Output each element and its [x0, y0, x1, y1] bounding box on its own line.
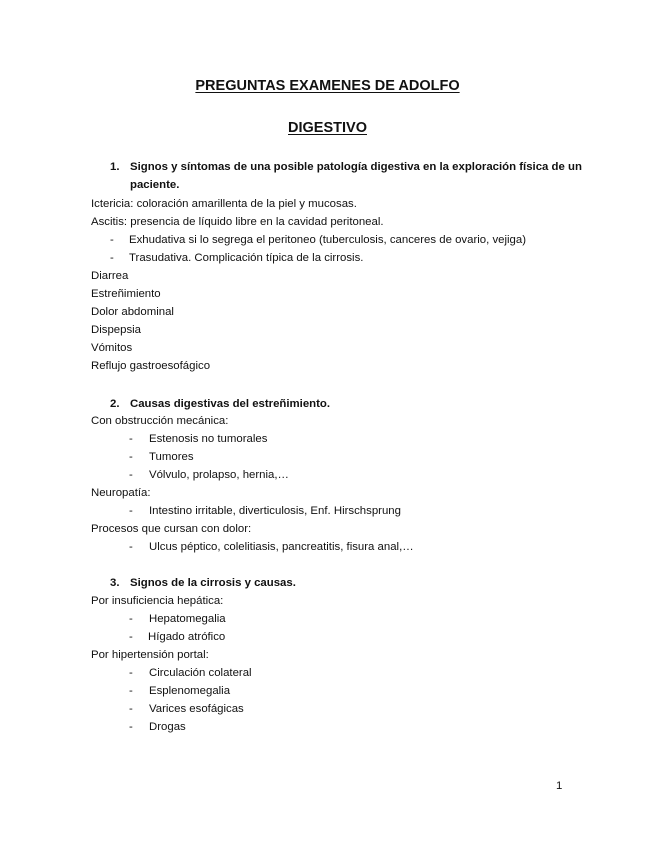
dash-bullet: -	[129, 451, 133, 463]
document-title: PREGUNTAS EXAMENES DE ADOLFO	[195, 78, 460, 94]
question-number: 1.	[110, 161, 120, 173]
list-item-text: Exhudativa si lo segrega el peritoneo (tuberculosis, canceres de ovario, vejiga)	[129, 234, 526, 246]
list-item-text: Hepatomegalia	[149, 613, 226, 625]
symptom-line: Estreñimiento	[91, 288, 161, 300]
category-line: Con obstrucción mecánica:	[91, 415, 229, 427]
category-line: Neuropatía:	[91, 487, 151, 499]
ictericia-line: Ictericia: coloración amarillenta de la piel y mucosas.	[91, 198, 357, 210]
dash-bullet: -	[129, 469, 133, 481]
dash-bullet: -	[129, 721, 133, 733]
list-item-text: Vólvulo, prolapso, hernia,…	[149, 469, 289, 481]
category-line: Por hipertensión portal:	[91, 649, 209, 661]
page-number: 1	[556, 780, 563, 792]
dash-bullet: -	[129, 685, 133, 697]
section-title: DIGESTIVO	[288, 120, 367, 136]
symptom-line: Dispepsia	[91, 324, 142, 336]
list-item-text: Circulación colateral	[149, 667, 252, 679]
list-item-text: Varices esofágicas	[149, 703, 244, 715]
question-2	[110, 395, 590, 413]
category-line: Procesos que cursan con dolor:	[91, 523, 252, 535]
question-3	[110, 574, 590, 592]
list-item-text: Intestino irritable, diverticulosis, Enf. Hirschsprung	[149, 505, 401, 517]
list-item-text: Tumores	[149, 451, 194, 463]
list-item-text: Trasudativa. Complicación típica de la cirrosis.	[129, 252, 364, 264]
list-item-text: Ulcus péptico, colelitiasis, pancreatitis, fisura anal,…	[149, 541, 414, 553]
dash-bullet: -	[129, 505, 133, 517]
dash-bullet: -	[129, 631, 133, 643]
dash-bullet: -	[110, 252, 114, 264]
dash-bullet: -	[110, 234, 114, 246]
dash-bullet: -	[129, 667, 133, 679]
question-text: Causas digestivas del estreñimiento.	[130, 398, 331, 410]
question-text: Signos de la cirrosis y causas.	[130, 577, 296, 589]
question-text-line-2: paciente.	[130, 179, 180, 191]
dash-bullet: -	[129, 541, 133, 553]
symptom-line: Dolor abdominal	[91, 306, 174, 318]
question-number: 3.	[110, 577, 120, 589]
dash-bullet: -	[129, 703, 133, 715]
question-number: 2.	[110, 398, 120, 410]
list-item-text: Estenosis no tumorales	[149, 433, 268, 445]
symptom-line: Reflujo gastroesofágico	[91, 360, 211, 372]
question-text-line-1: Signos y síntomas de una posible patología digestiva en la exploración física de un	[130, 161, 582, 173]
symptom-line: Vómitos	[91, 342, 133, 354]
dash-bullet: -	[129, 613, 133, 625]
symptom-line: Diarrea	[91, 270, 129, 282]
category-line: Por insuficiencia hepática:	[91, 595, 224, 607]
dash-bullet: -	[129, 433, 133, 445]
question-1	[110, 158, 590, 194]
list-item-text: Esplenomegalia	[149, 685, 231, 697]
ascitis-line: Ascitis: presencia de líquido libre en la cavidad peritoneal.	[91, 216, 384, 228]
list-item-text: Drogas	[149, 721, 186, 733]
list-item-text: Hígado atrófico	[148, 631, 226, 643]
